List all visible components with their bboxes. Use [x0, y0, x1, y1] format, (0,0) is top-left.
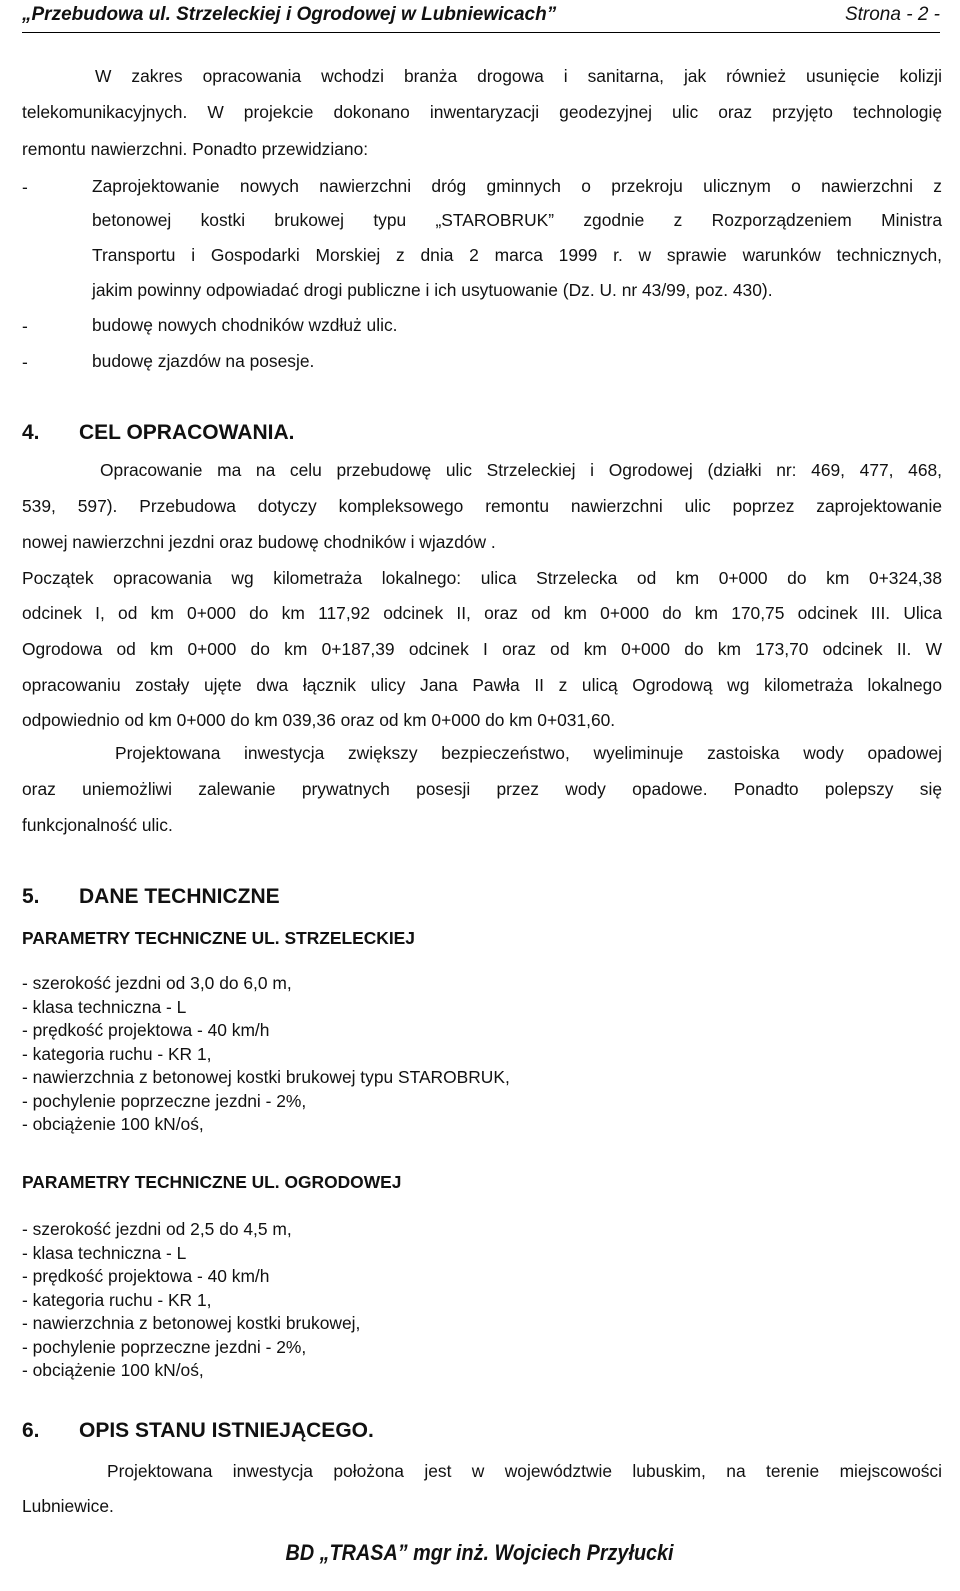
section-4-line-3: nowej nawierzchni jezdni oraz budowę chodników i wjazdów .: [22, 532, 496, 552]
header-rule: [22, 32, 940, 33]
list-item: - szerokość jezdni od 3,0 do 6,0 m,: [22, 973, 292, 993]
section-number: 4.: [22, 421, 40, 444]
bullet-2: budowę nowych chodników wzdłuż ulic.: [92, 315, 398, 335]
list-item: - nawierzchnia z betonowej kostki brukowej typu STAROBRUK,: [22, 1067, 510, 1087]
section-6-line-1: Projektowana inwestycja położona jest w województwie lubuskim, na terenie miejscowości: [107, 1461, 942, 1481]
header-page-number: Strona - 2 -: [844, 4, 940, 25]
intro-line-1: W zakres opracowania wchodzi branża drogowa i sanitarna, jak również usunięcie kolizji: [95, 66, 942, 86]
section-6-heading: [22, 1419, 374, 1443]
ogrodowa-params-heading: PARAMETRY TECHNICZNE UL. OGRODOWEJ: [22, 1172, 402, 1192]
page-footer: [0, 1540, 960, 1566]
section-number: 6.: [22, 1419, 40, 1442]
list-item: - pochylenie poprzeczne jezdni - 2%,: [22, 1090, 307, 1111]
section-4-line-10: oraz uniemożliwi zalewanie prywatnych posesji przez wody opadowe. Ponadto polepszy się: [22, 779, 942, 799]
section-title: OPIS STANU ISTNIEJĄCEGO.: [79, 1419, 374, 1442]
bullet-1-line-2: betonowej kostki brukowej typu „STAROBRUK” zgodnie z Rozporządzeniem Ministra: [92, 210, 942, 230]
section-title: DANE TECHNICZNE: [79, 885, 280, 908]
list-item: - kategoria ruchu - KR 1,: [22, 1289, 212, 1310]
header-title: „Przebudowa ul. Strzeleckiej i Ogrodowej w Lubniewicach”: [22, 4, 557, 25]
section-4-line-2: 539, 597). Przebudowa dotyczy kompleksowego remontu nawierzchni ulic poprzez zaprojektowanie: [22, 496, 942, 516]
intro-line-3: remontu nawierzchni. Ponadto przewidziano:: [22, 139, 369, 159]
section-number: 5.: [22, 885, 40, 908]
section-6-line-2: Lubniewice.: [22, 1496, 114, 1516]
section-title: CEL OPRACOWANIA.: [79, 421, 295, 444]
page-header: [22, 0, 940, 32]
footer-text: BD „TRASA” mgr inż. Wojciech Przyłucki: [285, 1540, 675, 1565]
section-4-line-9: Projektowana inwestycja zwiększy bezpieczeństwo, wyeliminuje zastoiska wody opadowej: [115, 743, 942, 763]
bullet-1-line-3: Transportu i Gospodarki Morskiej z dnia 2 marca 1999 r. w sprawie warunków technicznych,: [92, 245, 942, 265]
list-item: - kategoria ruchu - KR 1,: [22, 1043, 212, 1064]
bullet-dash: -: [22, 316, 28, 336]
list-item: - prędkość projektowa - 40 km/h: [22, 1020, 270, 1040]
list-item: - obciążenie 100 kN/oś,: [22, 1360, 204, 1380]
list-item: - nawierzchnia z betonowej kostki brukowej,: [22, 1313, 361, 1333]
section-4-line-5: odcinek I, od km 0+000 do km 117,92 odcinek II, oraz od km 0+000 do km 170,75 odcinek III. Ulica: [22, 603, 942, 623]
section-4-line-11: funkcjonalność ulic.: [22, 815, 173, 835]
list-item: - szerokość jezdni od 2,5 do 4,5 m,: [22, 1219, 292, 1239]
list-item: - klasa techniczna - L: [22, 996, 187, 1017]
bullet-3: budowę zjazdów na posesje.: [92, 351, 315, 371]
intro-line-2: telekomunikacyjnych. W projekcie dokonano inwentaryzacji geodezyjnej ulic oraz przyjęto technologię: [22, 102, 942, 122]
strzelecka-params-list: [22, 972, 510, 1137]
list-item: - prędkość projektowa - 40 km/h: [22, 1266, 270, 1286]
section-4-line-8: odpowiednio od km 0+000 do km 039,36 oraz od km 0+000 do km 0+031,60.: [22, 710, 616, 730]
section-4-heading: [22, 421, 294, 445]
list-item: - obciążenie 100 kN/oś,: [22, 1114, 204, 1134]
bullet-dash: -: [22, 352, 28, 372]
bullet-1-line-1: Zaprojektowanie nowych nawierzchni dróg gminnych o przekroju ulicznym o nawierzchni z: [92, 176, 942, 196]
strzelecka-params-heading: PARAMETRY TECHNICZNE UL. STRZELECKIEJ: [22, 928, 415, 948]
list-item: - pochylenie poprzeczne jezdni - 2%,: [22, 1336, 307, 1357]
bullet-1-line-4: jakim powinny odpowiadać drogi publiczne i ich usytuowanie (Dz. U. nr 43/99, poz. 430).: [92, 280, 773, 300]
ogrodowa-params-list: [22, 1218, 360, 1383]
section-4-line-1: Opracowanie ma na celu przebudowę ulic Strzeleckiej i Ogrodowej (działki nr: 469, 477, 468,: [100, 460, 942, 480]
section-5-heading: [22, 885, 280, 909]
bullet-dash: -: [22, 177, 28, 197]
section-4-line-6: Ogrodowa od km 0+000 do km 0+187,39 odcinek I oraz od km 0+000 do km 173,70 odcinek II. W: [22, 639, 942, 659]
section-4-line-7: opracowaniu zostały ujęte dwa łącznik ulicy Jana Pawła II z ulicą Ogrodową wg kilometraża lokalnego: [22, 675, 942, 695]
list-item: - klasa techniczna - L: [22, 1242, 187, 1263]
section-4-line-4: Początek opracowania wg kilometraża lokalnego: ulica Strzelecka od km 0+000 do km 0+324,38: [22, 568, 942, 588]
